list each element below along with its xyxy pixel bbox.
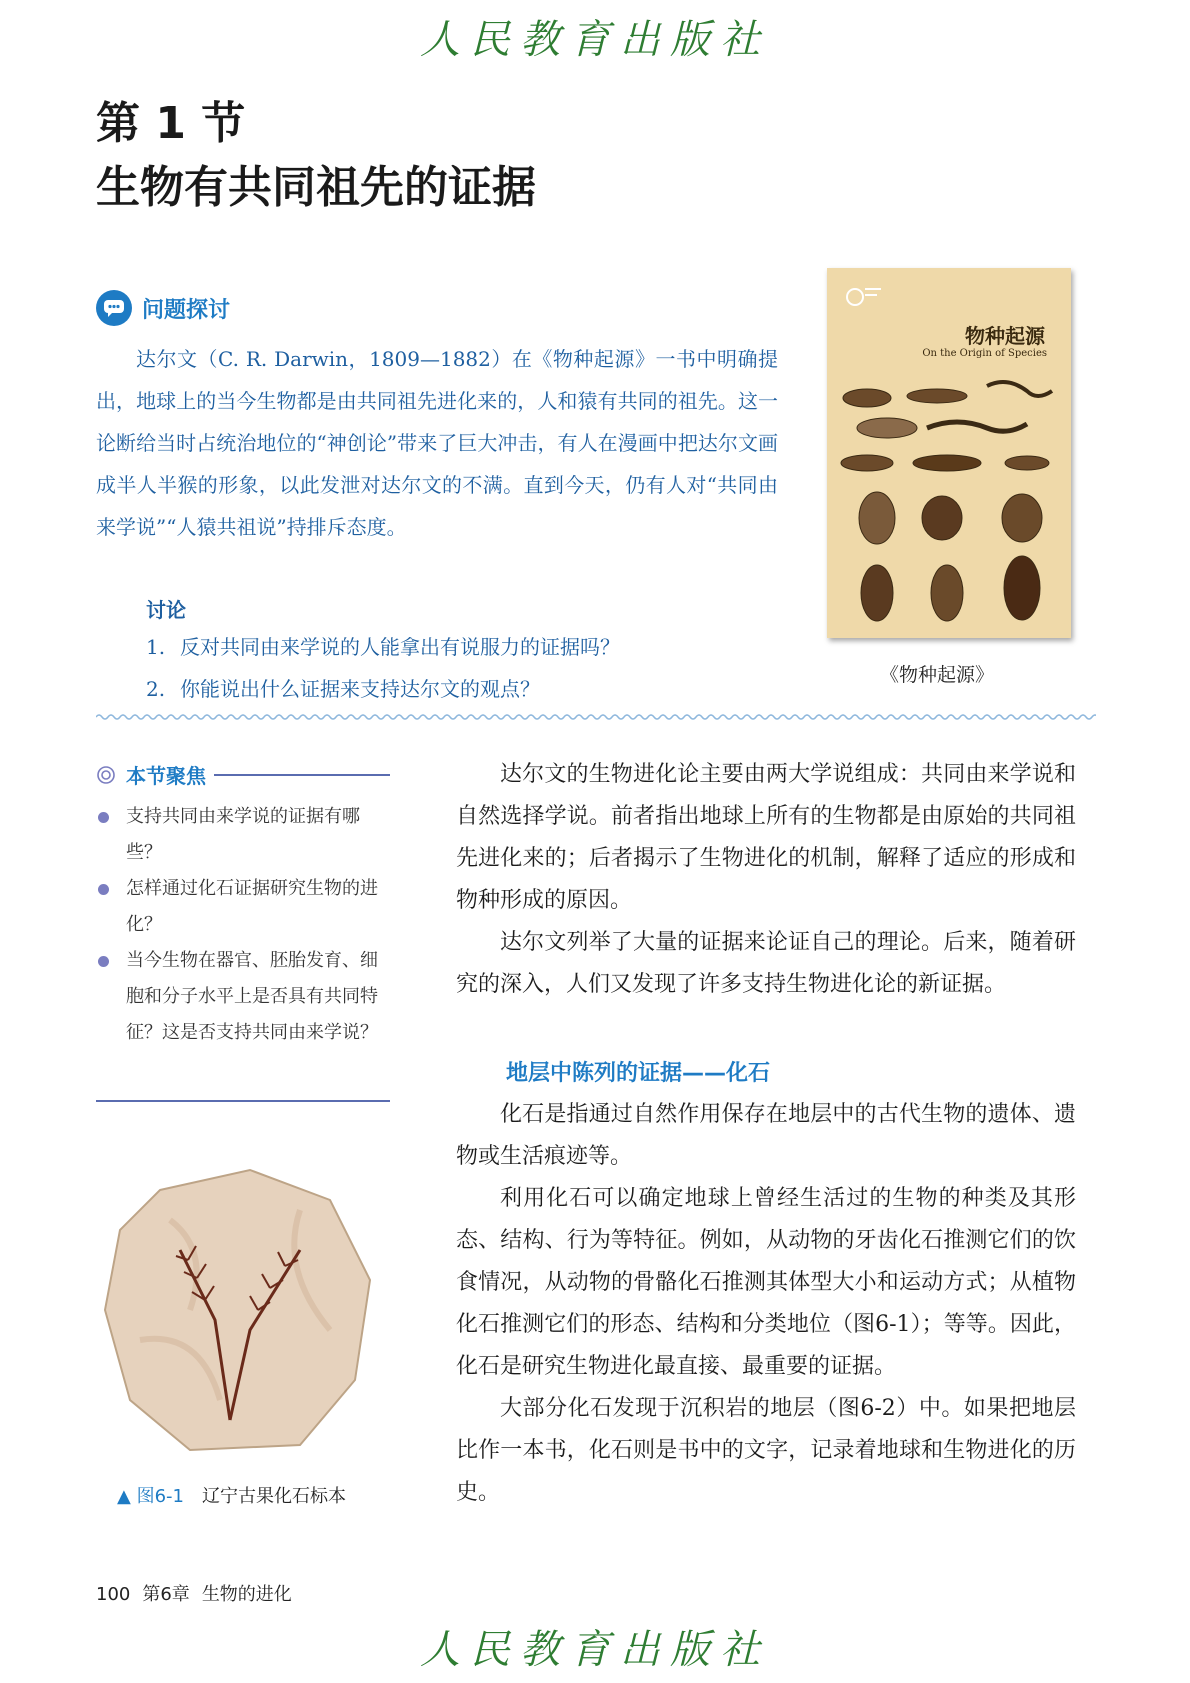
discussion-questions [146,626,620,710]
page-footer [96,1580,304,1606]
target-icon [96,765,116,785]
wave-divider [96,712,1096,722]
page-number: 100 [96,1584,131,1605]
book-title: 物种起源 [965,324,1045,348]
book-caption: 《物种起源》 [880,664,995,686]
focus-item [96,871,390,943]
focus-label: 本节聚焦 [126,764,206,788]
inquiry-label: 问题探讨 [142,297,231,323]
body-paragraph: 化石是指通过自然作用保存在地层中的古代生物的遗体、遗物或生活痕迹等。 [456,1102,1076,1169]
question-text: 反对共同由来学说的人能拿出有说服力的证据吗？ [180,635,620,659]
fossil-specimen-image [100,1160,380,1460]
discussion-question [146,626,620,668]
focus-item [96,799,390,871]
section-number: 第 1 节 [96,98,246,149]
bullet-dot-icon [98,956,109,967]
figure-number: 图6-1 [136,1486,184,1507]
figure-caption [117,1482,346,1508]
body-column-top [456,754,1076,1006]
body-paragraph: 达尔文的生物进化论主要由两大学说组成：共同由来学说和自然选择学说。前者指出地球上所有的生物都是由原始的共同祖先进化来的；后者揭示了生物进化的机制，解释了适应的形成和物种形成的原因。 [456,762,1076,913]
chat-bubble-icon [96,290,132,326]
focus-bottom-rule [96,1100,390,1102]
book-illustration [827,368,1071,638]
discussion-question [146,668,620,710]
focus-rule [214,774,390,776]
section-focus-box [96,760,390,1051]
focus-item [96,943,390,1051]
body-paragraph: 达尔文列举了大量的证据来论证自己的理论。后来，随着研究的深入，人们又发现了许多支持生物进化论的新证据。 [456,930,1076,997]
inquiry-paragraph: 达尔文（C. R. Darwin，1809—1882）在《物种起源》一书中明确提出，地球上的当今生物都是由共同祖先进化来的，人和猿有共同的祖先。这一论断给当时占统治地位的“神创论”带来了巨大冲击，有人在漫画中把达尔文画成半人半猴的形象，以此发泄对达尔文的不满。直到今天，仍有人对“共同由来学说”“人猿共祖说”持排斥态度。 [96,347,778,539]
figure-caption-text: 辽宁古果化石标本 [201,1486,346,1507]
discussion-label: 讨论 [146,598,186,622]
question-number: 1. [146,635,166,659]
section-title [96,92,536,220]
focus-item-text: 怎样通过化石证据研究生物的进化？ [126,878,378,935]
body-paragraph: 大部分化石发现于沉积岩的地层（图6-2）中。如果把地层比作一本书，化石则是书中的文字，记录着地球和生物进化的历史。 [456,1396,1076,1505]
focus-item-text: 当今生物在器官、胚胎发育、细胞和分子水平上是否具有共同特征？这是否支持共同由来学说？ [126,950,378,1043]
publisher-watermark-bottom: 人民教育出版社 [420,1627,770,1673]
chapter-title: 生物的进化 [201,1584,292,1605]
question-text: 你能说出什么证据来支持达尔文的观点？ [180,677,540,701]
body-paragraph: 利用化石可以确定地球上曾经生活过的生物的种类及其形态、结构、行为等特征。例如，从动物的牙齿化石推测它们的饮食情况，从动物的骨骼化石推测其体型大小和运动方式；从植物化石推测它们的形态、结构和分类地位（图6-1）；等等。因此，化石是研究生物进化最直接、最重要的证据。 [456,1186,1076,1379]
section-heading: 生物有共同祖先的证据 [96,162,536,213]
publisher-logo-icon [843,282,883,312]
inquiry-header [96,290,230,326]
book-subtitle: On the Origin of Species [922,348,1047,359]
focus-list [96,799,390,1051]
body-column-bottom [456,1094,1076,1514]
focus-header [96,760,390,789]
bullet-dot-icon [98,884,109,895]
focus-item-text: 支持共同由来学说的证据有哪些？ [126,806,360,863]
question-number: 2. [146,677,166,701]
triangle-marker-icon: ▲ [117,1486,131,1507]
publisher-watermark-top: 人民教育出版社 [420,17,770,63]
subsection-heading: 地层中陈列的证据——化石 [506,1061,771,1086]
chapter-number: 第6章 [142,1584,190,1605]
book-cover-image [827,268,1071,638]
bullet-dot-icon [98,812,109,823]
